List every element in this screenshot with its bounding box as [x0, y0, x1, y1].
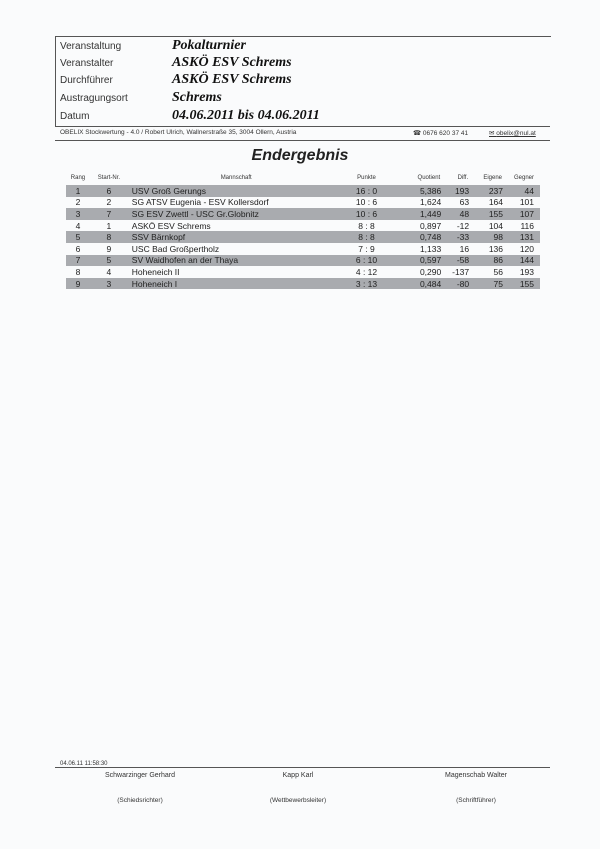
mail-icon: ✉	[489, 130, 497, 137]
header-row-datum	[60, 107, 320, 125]
cell-punkte: 16 : 0	[342, 185, 392, 197]
header-row-veranstalter	[60, 54, 292, 72]
signature-name: Kapp Karl	[282, 772, 314, 779]
header-label: Durchführer	[60, 74, 113, 86]
signature-name: Magenschab Walter	[445, 772, 507, 779]
cell-start: 5	[90, 255, 128, 267]
cell-diff: 48	[441, 208, 469, 220]
header-label: Veranstalter	[60, 57, 114, 69]
cell-punkte: 10 : 6	[342, 208, 392, 220]
cell-team: SG ATSV Eugenia - ESV Kollersdorf	[131, 197, 269, 208]
table-row	[66, 197, 540, 209]
cell-gegner: 131	[503, 231, 540, 243]
cell-team: SG ESV Zwettl - USC Gr.Globnitz	[128, 208, 342, 220]
print-timestamp: 04.06.11 11:58:30	[60, 761, 108, 767]
cell-start: 8	[90, 231, 128, 243]
cell-quotient: 1,449	[391, 208, 441, 220]
cell-diff: -58	[441, 255, 469, 267]
cell-team: Hoheneich II	[131, 266, 180, 277]
cell-quotient: 0,897	[419, 220, 442, 231]
col-header-start: Start-Nr.	[97, 174, 121, 181]
cell-start: 4	[106, 266, 112, 277]
phone-number: ☎ 0676 620 37 41	[413, 130, 469, 137]
cell-gegner: 155	[503, 278, 540, 290]
cell-gegner: 44	[503, 185, 540, 197]
col-header-diff: Diff.	[457, 174, 469, 181]
cell-start: 2	[106, 197, 112, 208]
cell-start: 7	[90, 208, 128, 220]
cell-eigene: 237	[469, 185, 503, 197]
col-header-quotient: Quotient	[417, 174, 441, 181]
event-header	[55, 36, 551, 127]
page-title: Endergebnis	[251, 147, 349, 164]
header-label: Datum	[60, 110, 90, 122]
cell-quotient: 1,133	[419, 243, 442, 254]
signature-role: (Wettbewerbsleiter)	[269, 797, 327, 804]
cell-rang: 3	[66, 208, 90, 220]
cell-team: Hoheneich I	[128, 278, 342, 290]
col-header-eigene: Eigene	[483, 174, 503, 181]
col-header-gegner: Gegner	[513, 174, 534, 181]
cell-punkte: 4 : 12	[355, 266, 378, 277]
signature-role: (Schiedsrichter)	[117, 797, 163, 804]
header-row-durchfuehrer	[60, 71, 292, 89]
table-row	[66, 208, 540, 220]
cell-eigene: 98	[469, 231, 503, 243]
cell-diff: 16	[459, 243, 470, 254]
table-row	[66, 231, 540, 243]
cell-eigene: 56	[493, 266, 504, 277]
cell-diff: -33	[441, 231, 469, 243]
cell-quotient: 0,597	[391, 255, 441, 267]
cell-punkte: 8 : 8	[342, 231, 392, 243]
table-row	[66, 255, 540, 267]
cell-punkte: 7 : 9	[358, 243, 375, 254]
cell-team: USC Bad Großpertholz	[131, 243, 220, 254]
phone-icon: ☎	[413, 130, 423, 137]
cell-start: 9	[106, 243, 112, 254]
cell-quotient: 0,748	[391, 231, 441, 243]
header-row-austragungsort	[60, 89, 222, 107]
header-row-veranstaltung	[60, 37, 246, 55]
table-row	[66, 243, 540, 255]
cell-rang: 1	[66, 185, 90, 197]
table-row	[66, 220, 540, 232]
cell-diff: 63	[459, 197, 470, 208]
cell-punkte: 3 : 13	[342, 278, 392, 290]
header-value: ASKÖ ESV Schrems	[172, 55, 292, 70]
header-value: 04.06.2011 bis 04.06.2011	[172, 108, 320, 123]
table-row	[66, 266, 540, 278]
software-info-line	[55, 126, 550, 141]
software-credit: OBELIX Stockwertung - 4.0 / Robert Ulrich, Wallnerstraße 35, 3004 Ollern, Austria	[60, 129, 297, 136]
col-header-team: Mannschaft	[220, 174, 252, 181]
cell-gegner: 107	[503, 208, 540, 220]
cell-quotient: 0,484	[391, 278, 441, 290]
cell-rang: 6	[75, 243, 81, 254]
table-header-row	[66, 170, 540, 185]
cell-start: 3	[90, 278, 128, 290]
cell-punkte: 6 : 10	[342, 255, 392, 267]
cell-rang: 9	[66, 278, 90, 290]
email-link[interactable]: ✉ obelix@nul.at	[489, 130, 536, 137]
cell-gegner: 144	[503, 255, 540, 267]
cell-gegner: 120	[519, 243, 534, 254]
cell-diff: 193	[441, 185, 469, 197]
table-row	[66, 185, 540, 197]
cell-diff: -137	[452, 266, 470, 277]
header-label: Veranstaltung	[60, 40, 122, 52]
cell-team: USV Groß Gerungs	[128, 185, 342, 197]
cell-team: ASKÖ ESV Schrems	[131, 220, 211, 231]
cell-punkte: 8 : 8	[358, 220, 375, 231]
cell-rang: 7	[66, 255, 90, 267]
col-header-punkte: Punkte	[357, 174, 376, 181]
cell-punkte: 10 : 6	[355, 197, 378, 208]
header-value: ASKÖ ESV Schrems	[172, 72, 292, 87]
cell-gegner: 193	[519, 266, 534, 277]
cell-rang: 8	[75, 266, 81, 277]
header-label: Austragungsort	[60, 92, 128, 104]
cell-rang: 4	[75, 220, 81, 231]
header-value: Pokalturnier	[172, 38, 246, 53]
cell-team: SSV Bärnkopf	[128, 231, 342, 243]
table-row	[66, 278, 540, 290]
cell-team: SV Waidhofen an der Thaya	[128, 255, 342, 267]
cell-gegner: 101	[519, 197, 534, 208]
header-value: Schrems	[172, 90, 222, 105]
cell-quotient: 0,290	[419, 266, 442, 277]
cell-eigene: 75	[469, 278, 503, 290]
cell-start: 1	[106, 220, 112, 231]
footer-divider	[55, 767, 550, 768]
cell-gegner: 116	[520, 220, 534, 231]
cell-diff: -12	[456, 220, 470, 231]
cell-eigene: 136	[488, 243, 504, 254]
results-table	[66, 170, 540, 289]
cell-eigene: 155	[469, 208, 503, 220]
cell-eigene: 164	[488, 197, 504, 208]
cell-quotient: 5,386	[391, 185, 441, 197]
signature-role: (Schriftführer)	[456, 797, 496, 804]
signature-name: Schwarzinger Gerhard	[104, 772, 176, 779]
col-header-rang: Rang	[70, 174, 86, 181]
cell-start: 6	[90, 185, 128, 197]
cell-diff: -80	[441, 278, 469, 290]
cell-rang: 2	[75, 197, 81, 208]
cell-rang: 5	[66, 231, 90, 243]
cell-quotient: 1,624	[419, 197, 442, 208]
cell-eigene: 86	[469, 255, 503, 267]
cell-eigene: 104	[488, 220, 504, 231]
